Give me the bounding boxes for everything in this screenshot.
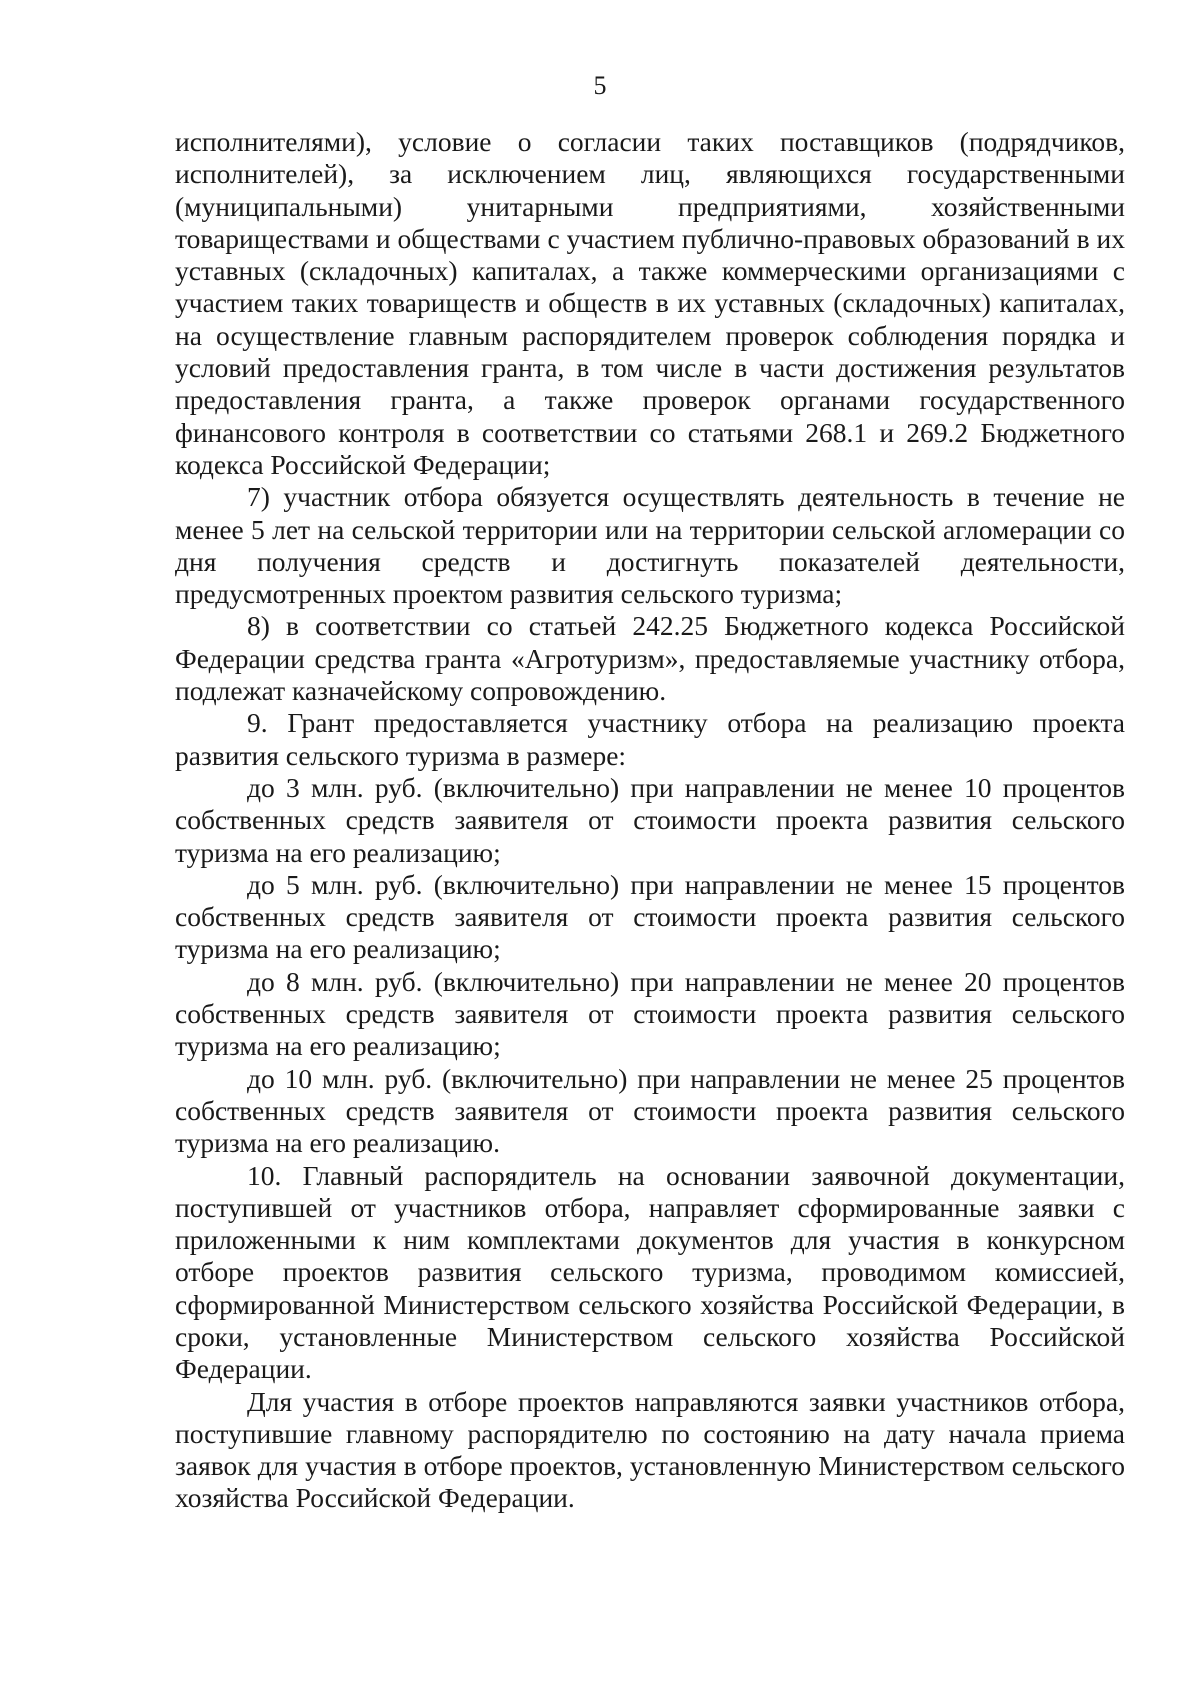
paragraph-section-9-grant-size: 9. Грант предоставляется участнику отбора на реализацию проекта развития сельского туризма в размере: [175, 707, 1125, 771]
paragraph-grant-tier-8mln: до 8 млн. руб. (включительно) при направлении не менее 20 процентов собственных средств заявителя от стоимости проекта развития сельского туризма на его реализацию; [175, 965, 1125, 1062]
paragraph-project-selection-applications: Для участия в отборе проектов направляются заявки участников отбора, поступившие главному распорядителю по состоянию на дату начала приема заявок для участия в отборе проектов, установленную Министерством сельского хозяйства Российской Федерации. [175, 1385, 1125, 1514]
paragraph-grant-tier-5mln: до 5 млн. руб. (включительно) при направлении не менее 15 процентов собственных средств заявителя от стоимости проекта развития сельского туризма на его реализацию; [175, 868, 1125, 965]
page-number: 5 [593, 71, 607, 100]
paragraph-grant-tier-3mln: до 3 млн. руб. (включительно) при направлении не менее 10 процентов собственных средств заявителя от стоимости проекта развития сельского туризма на его реализацию; [175, 771, 1125, 868]
paragraph-grant-tier-10mln: до 10 млн. руб. (включительно) при направлении не менее 25 процентов собственных средств заявителя от стоимости проекта развития сельского туризма на его реализацию. [175, 1062, 1125, 1159]
paragraph-continuation-grant-conditions: исполнителями), условие о согласии таких поставщиков (подрядчиков, исполнителей), за исключением лиц, являющихся государственными (муниципальными) унитарными предприятиями, хозяйственными товариществами и обществами с участием публично-правовых образований в их уставных (складочных) капиталах, а также коммерческими организациями с участием таких товариществ и обществ в их уставных (складочных) капиталах, на осуществление главным распорядителем проверок соблюдения порядка и условий предоставления гранта, в том числе в части достижения результатов предоставления гранта, а также проверок органами государственного финансового контроля в соответствии со статьями 268.1 и 269.2 Бюджетного кодекса Российской Федерации; [175, 126, 1125, 480]
paragraph-item-8-treasury-support: 8) в соответствии со статьей 242.25 Бюджетного кодекса Российской Федерации средства гранта «Агротуризм», предоставляемые участнику отбора, подлежат казначейскому сопровождению. [175, 610, 1125, 707]
paragraph-item-7-activity-obligation: 7) участник отбора обязуется осуществлять деятельность в течение не менее 5 лет на сельской территории или на территории сельской агломерации со дня получения средств и достигнуть показателей деятельности, предусмотренных проектом развития сельского туризма; [175, 481, 1125, 610]
paragraph-section-10-application-submission: 10. Главный распорядитель на основании заявочной документации, поступившей от участников отбора, направляет сформированные заявки с приложенными к ним комплектами документов для участия в конкурсном отборе проектов развития сельского туризма, проводимом комиссией, сформированной Министерством сельского хозяйства Российской Федерации, в сроки, установленные Министерством сельского хозяйства Российской Федерации. [175, 1159, 1125, 1385]
document-body [175, 126, 1125, 1515]
